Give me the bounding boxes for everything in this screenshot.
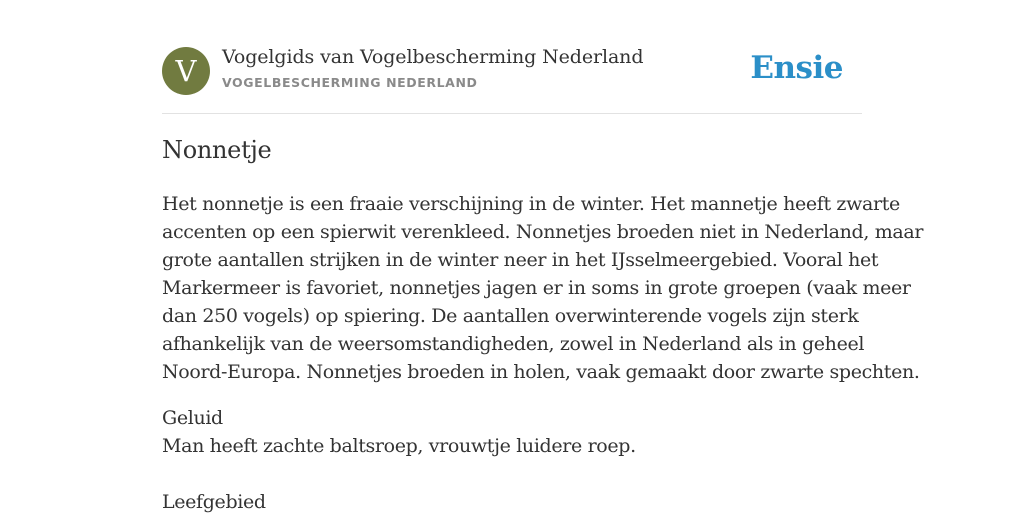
habitat-heading: Leefgebied [162,491,266,513]
entry-title: Nonnetje [162,136,272,164]
sound-heading: Geluid [162,407,223,429]
entry-description [162,190,924,386]
description-line: Het nonnetje is een fraaie verschijning in de winter. Het mannetje heeft zwarte [162,193,900,215]
sound-text: Man heeft zachte baltsroep, vrouwtje luidere roep. [162,435,636,457]
description-line: dan 250 vogels) op spiering. De aantallen overwinterende vogels zijn sterk [162,305,859,327]
source-header [162,0,862,114]
description-line: afhankelijk van de weersomstandigheden, zowel in Nederland als in geheel [162,333,865,355]
source-publisher: VOGELBESCHERMING NEDERLAND [222,75,478,90]
ensie-logo[interactable]: Ensie [750,50,843,86]
description-line: grote aantallen strijken in de winter neer in het IJsselmeergebied. Vooral het [162,249,879,271]
content-container [162,0,924,513]
source-avatar[interactable]: V [162,47,210,95]
description-line: accenten op een spierwit verenkleed. Nonnetjes broeden niet in Nederland, maar [162,221,924,243]
source-title-link[interactable]: Vogelgids van Vogelbescherming Nederland [222,46,644,68]
description-line: Markermeer is favoriet, nonnetjes jagen er in soms in grote groepen (vaak meer [162,277,911,299]
description-line: Noord-Europa. Nonnetjes broeden in holen, vaak gemaakt door zwarte spechten. [162,361,920,383]
sound-section [162,404,862,460]
